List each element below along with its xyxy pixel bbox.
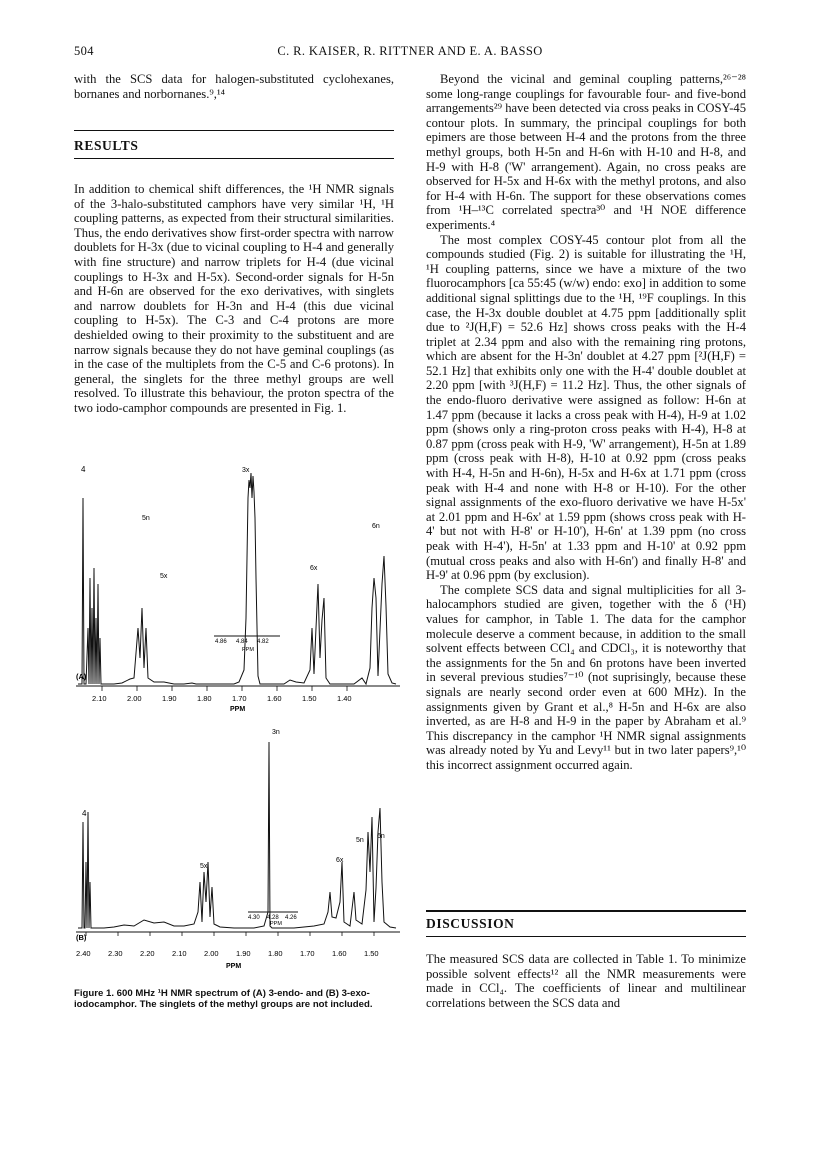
spectrum-b-tick-label: 1.70 — [300, 949, 315, 958]
figure-caption — [74, 988, 398, 1011]
spectrum-b-tick-label: 1.90 — [236, 949, 251, 958]
running-head-authors: C. R. KAISER, R. RITTNER AND E. A. BASSO — [277, 44, 543, 58]
spectrum-a-peak-6n: 6n — [372, 523, 380, 530]
spectrum-b-tick-label: 1.80 — [268, 949, 283, 958]
spectrum-a-axis-ticks — [102, 686, 347, 691]
spectrum-a-tick-label: 1.60 — [267, 694, 282, 703]
right-column — [426, 72, 746, 773]
figure-caption-text: 600 MHz ¹H NMR spectrum of (A) 3-endo- and (B) 3-exo- iodocamphor. The singlets of the methyl groups are not included. — [74, 988, 373, 1011]
spectrum-b-tick-label: 2.40 — [76, 949, 91, 958]
discussion-section — [426, 952, 746, 1010]
spectrum-b-inset-unit: PPM — [270, 921, 282, 927]
spectrum-a-peak-5x: 5x — [160, 573, 168, 580]
spectrum-b-tick-label: 1.50 — [364, 949, 379, 958]
intro-text: with the SCS data for halogen-substituted cyclohexanes, bornanes and norbornanes.⁹,¹⁴ — [74, 72, 394, 101]
spectrum-a-tick-label: 1.90 — [162, 694, 177, 703]
spectrum-a-peak-3x: 3x — [242, 467, 250, 474]
spectrum-a-tick-label: 1.70 — [232, 694, 247, 703]
discussion-heading: DISCUSSION — [426, 916, 515, 931]
spectrum-a-trace — [78, 473, 396, 684]
spectrum-b-tick-label: 2.00 — [204, 949, 219, 958]
page-number: 504 — [74, 44, 94, 58]
figure-caption-label: Figure 1. — [74, 988, 114, 999]
spectrum-a-peak-5n: 5n — [142, 515, 150, 522]
spectrum-b-peak-6n: 6n — [377, 833, 385, 840]
spectrum-a-tick-label: 2.00 — [127, 694, 142, 703]
spectrum-b-peak-5x: 5x — [200, 863, 208, 870]
spectrum-a — [74, 458, 404, 718]
spectrum-b-axis-unit: PPM — [226, 963, 242, 970]
spectrum-a-tick-label: 2.10 — [92, 694, 107, 703]
right-paragraph-3: The complete SCS data and signal multiplicities for all 3-halocamphors studied are given, together with the δ (¹H) values for camphor, in Table 1. The data for the camphor molecule deserve a comment because, in addition to the small solvent effects between CCl₄ and CDCl₃, it is noteworthy that the assignments for the 5n and 6n protons have been inverted in several previous studies⁷⁻¹⁰ (not suprisingly, because these signals are nearly second order even at 600 MHz). In the assignments given by Grant et al.,⁸ H-5n and H-6x are also inverted, as are H-8 and H-9 in the paper by Abraham et al.⁹ This discrepancy in the camphor ¹H NMR signal assignments was already noted by Yu and Levy¹¹ but in two later papers⁹,¹⁰ this incorrect assignment occurred again. — [426, 582, 746, 772]
spectrum-b — [74, 712, 404, 974]
results-section — [74, 182, 394, 416]
spectrum-b-tick-label: 2.20 — [140, 949, 155, 958]
results-paragraph: In addition to chemical shift differences, the ¹H NMR signals of the 3-halo-substituted camphors have very similar ¹H, ¹H coupling patterns, as expected from their structural similarities. Thus, the endo derivatives show first-order spectra with narrow doublets for H-3x (due to vicinal coupling to H-4 and generally with fine structure) and narrow triplets for H-4 (due vicinal couplings to H-3x and H-5x). Second-order signals for H-5n and H-6n are observed for the exo derivatives, with singlets and narrow doublets for H-3n and H-4 (this due vicinal coupling to H-5x). The C-3 and C-4 protons are more deshielded owing to their proximity to the substituent and are narrow signals because they do not have geminal couplings (as in the case of the multiplets from the C-5 and C-6 protons). In general, the singlets for the three methyl groups are well resolved. To illustrate this behaviour, the proton spectra of the two iodo-camphor compounds are presented in Fig. 1. — [74, 182, 394, 415]
discussion-rule-bottom — [426, 936, 746, 937]
spectrum-a-tick-label: 1.80 — [197, 694, 212, 703]
spectrum-b-peak-5n: 5n — [356, 837, 364, 844]
spectrum-a-inset-tick-1: 4.86 — [215, 639, 227, 645]
left-column — [74, 72, 394, 101]
section-rule-top — [74, 130, 394, 131]
spectrum-b-tick-label: 1.60 — [332, 949, 347, 958]
spectrum-b-inset-tick-3: 4.26 — [285, 915, 297, 921]
discussion-rule-top — [426, 910, 746, 912]
section-rule-bottom — [74, 158, 394, 159]
spectrum-b-tick-label: 2.30 — [108, 949, 123, 958]
spectrum-a-inset-unit: PPM — [242, 647, 254, 653]
spectrum-a-axis-unit: PPM — [230, 706, 246, 713]
right-paragraph-1: Beyond the vicinal and geminal coupling patterns,²⁶⁻²⁸ some long-range couplings for favourable four- and five-bond arrangements²⁹ have been detected via cross peaks in COSY-45 contour plots. In summary, the principal couplings for both epimers are those between H-4 and the protons from the three methyl groups, both H-5n and H-6n with H-10 and H-8, and H-9 with H-8 ('W' arrangement). Again, no cross peaks are observed for H-5x and H-6x with the methyl protons, and also for H-4 with H-6n. The support for these observations comes from ¹H–¹³C correlated spectra³⁰ and ¹H NOE difference experiments.⁴ — [426, 72, 746, 232]
spectrum-b-panel-label: (B) — [76, 933, 87, 942]
spectrum-b-inset-tick-2: 4.28 — [267, 915, 279, 921]
spectrum-b-axis-ticks — [86, 932, 374, 936]
spectrum-b-trace — [78, 742, 396, 928]
spectrum-a-inset-tick-3: 4.82 — [257, 639, 269, 645]
spectrum-b-inset-tick-1: 4.30 — [248, 915, 260, 921]
discussion-paragraph: The measured SCS data are collected in Table 1. To minimize possible solvent effects¹² all the NMR measurements were made in CCl₄. The coefficients of linear and multilinear correlations between the SCS data and — [426, 952, 746, 1010]
spectrum-a-tick-label: 1.40 — [337, 694, 352, 703]
spectrum-a-panel-label: (A) — [76, 672, 87, 681]
spectrum-b-tick-label: 2.10 — [172, 949, 187, 958]
spectrum-a-inset-tick-2: 4.84 — [236, 639, 248, 645]
results-heading: RESULTS — [74, 138, 139, 153]
spectrum-a-tick-label: 1.50 — [302, 694, 317, 703]
spectrum-b-peak-3n: 3n — [272, 729, 280, 736]
right-paragraph-2: The most complex COSY-45 contour plot from all the compounds studied (Fig. 2) is suitable for illustrating the ¹H, ¹H coupling patterns, since we have a mixture of the two fluorocamphors [ca 55:45 (w/w) endo: exo] in addition to some additional signal splittings due to the ¹H, ¹⁹F couplings. In this case, the H-3x double doublet at 4.75 ppm [additionally split due to ²J(H,F) = 52.6 Hz] shows cross peaks with the H-4 triplet at 2.34 ppm and also with the remaining ring protons, which are absent for the H-3n' doublet at 4.27 ppm [²J(H,F) = 52.1 Hz] that exhibits only one with the H-4' double doublet at 2.20 ppm [with ³J(H,F) = 11.2 Hz]. Thus, the other signals of the endo-fluoro derivative were assigned as follow: H-6n at 1.47 ppm (because it lacks a cross peak with H-4), H-9 at 1.02 ppm (shows only a ring-proton cross peaks with H-4), H-8 at 0.87 ppm (cross peak with H-9, 'W' arrangement), H-5n at 1.89 ppm (cross peak with H-8), H-10 at 0.92 ppm (cross peaks with H-4, H-5n and H-6n), H-5x and H-6x at 1.71 ppm (cross peak with H-4 and none with H-8 or H-10). For the other signal assignments of the exo-fluoro derivative we have H-5x' at 2.01 ppm and H-6x' at 1.59 ppm (shows cross peak with H-4' but not with H-8' or H-10'), H-6n' at 1.39 ppm (no cross peak with H-4'), H-5n' at 1.33 ppm and H-10' at 0.92 ppm (mutual cross peaks and also with H-6n') and finally H-8' and H-9' at 0.96 ppm (by exclusion). — [426, 232, 747, 583]
spectrum-b-peak-6x: 6x — [336, 857, 344, 864]
spectrum-b-peak-4: 4 — [82, 809, 87, 818]
spectrum-a-peak-6x: 6x — [310, 565, 318, 572]
spectrum-a-peak-4: 4 — [81, 465, 86, 474]
